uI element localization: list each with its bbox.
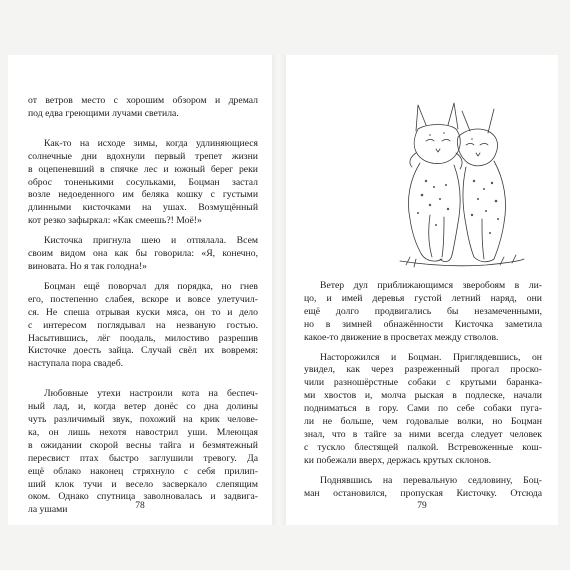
text-line: ла ушами [28, 504, 68, 516]
paragraph [28, 95, 258, 121]
page-number: 78 [135, 501, 145, 511]
text-line: цо, и имей деревья густой летний наряд, они [304, 292, 542, 304]
text-line: Насторожился и Боцман. Приглядевшись, он [320, 351, 542, 363]
text-line: ка, он лишь нехотя навострил уши. Млеющая [28, 426, 258, 438]
text-line: наступала пора свадеб. [28, 358, 124, 370]
text-line: от ветров место с хорошим обзором и дремал [28, 95, 258, 106]
text-line: Как-то на исходе зимы, когда удлиняющиеся [44, 137, 258, 149]
text-line: своим видом она как бы говорила: «Я, конечно, [28, 248, 258, 260]
text-line: с интересом поглядывал на незваную гостью. [28, 319, 258, 331]
paragraph [28, 388, 258, 517]
left-page-text [28, 95, 258, 524]
two-lynxes-illustration [396, 95, 526, 273]
text-line: его, постепенно слабея, вскоре и вовсе улетучил- [28, 293, 258, 305]
right-page [286, 55, 558, 525]
text-line: оком. Однако спутница заволновалась и задвига- [28, 491, 258, 503]
page-number: 79 [417, 501, 427, 511]
text-line: Насытившись, лёг поодаль, милостиво разрешив [28, 332, 258, 344]
text-line: ли не больше, чем годовалые волки, но Боцман [304, 416, 542, 428]
book-gutter [272, 55, 286, 525]
text-line: какое-то движение в просветах между стволов. [304, 331, 499, 343]
text-line: в ожидании скорой весны тайга и безмятежный [28, 439, 258, 451]
text-line: Кисточке доесть зайца. Случай свёл их вовремя: [28, 345, 258, 357]
text-line: оброс тоненькими сосульками, Боцман застал [28, 176, 258, 188]
text-line: Ветер дул приближающимся зверобоям в ли- [320, 280, 542, 291]
text-line: возле недоеденного им беляка кошку с густыми [28, 189, 258, 201]
text-line: чуть различимый звук, похожий на крик челове- [28, 414, 258, 426]
paragraph [304, 280, 542, 345]
text-line: ещё долго продвигались бы незамеченными, [304, 305, 542, 317]
text-line: длинными кисточками на ушах. Возмущённый [28, 202, 258, 214]
text-line: увидел, как через разреженный прогал проско- [304, 364, 542, 376]
text-line: пересвист птах быстро заглушили тревогу. Да [28, 452, 258, 464]
text-line: в оцепеневший в спячке лес и южный берег реки [28, 163, 258, 175]
text-line: под едва греющими лучами светила. [28, 107, 179, 119]
text-line: Поднявшись на перевальную седловину, Боц- [320, 474, 542, 486]
text-line: ещё облако наконец стряхнуло с себя прилип- [28, 465, 258, 477]
paragraph [28, 281, 258, 371]
text-line: Любовные утехи настроили кота на беспеч- [44, 388, 258, 400]
text-line: солнечные дни вдохнули первый трепет жизни [28, 150, 258, 162]
text-line: ми хвостов и, молча рыская в подлеске, начали [304, 390, 542, 402]
text-line: но в зимней обнажённости Кисточка заметила [304, 318, 542, 330]
text-line: с тускло блестящей палкой. Встревоженные кош- [304, 441, 542, 453]
text-line: Кисточка пригнула шею и отпялала. Всем [44, 235, 258, 247]
paragraph [304, 352, 542, 468]
text-line: кот резко зафыркал: «Как смеешь?! Моё!» [28, 215, 202, 227]
paragraph [304, 475, 542, 501]
text-line: виновата. Но я так голодна!» [28, 260, 148, 272]
text-line: Боцман ещё поворчал для порядка, но гнев [44, 280, 258, 292]
right-page-text [304, 280, 542, 508]
text-line: ший клок тучи и весело засверкало слепящим [28, 478, 258, 490]
text-line: знал, что в тайге за ними всегда следует человек [304, 428, 542, 440]
text-line: чили разношёрстные собаки с крутыми баранка- [304, 377, 542, 389]
text-line: ся. Не спеша отрывая куски мяса, он то и дело [28, 306, 258, 318]
text-line: ман остановился, пропуская Кисточку. Отсюда [304, 487, 542, 499]
paragraph [28, 235, 258, 274]
text-line: подниматься в гору. Сами по себе собаки пуга- [304, 403, 542, 415]
left-page [8, 55, 272, 525]
paragraph [28, 138, 258, 228]
text-line: ки побежали вверх, держась крутых склонов. [304, 454, 492, 466]
text-line: ный лад, и, когда ветер донёс со дна долины [28, 401, 258, 413]
